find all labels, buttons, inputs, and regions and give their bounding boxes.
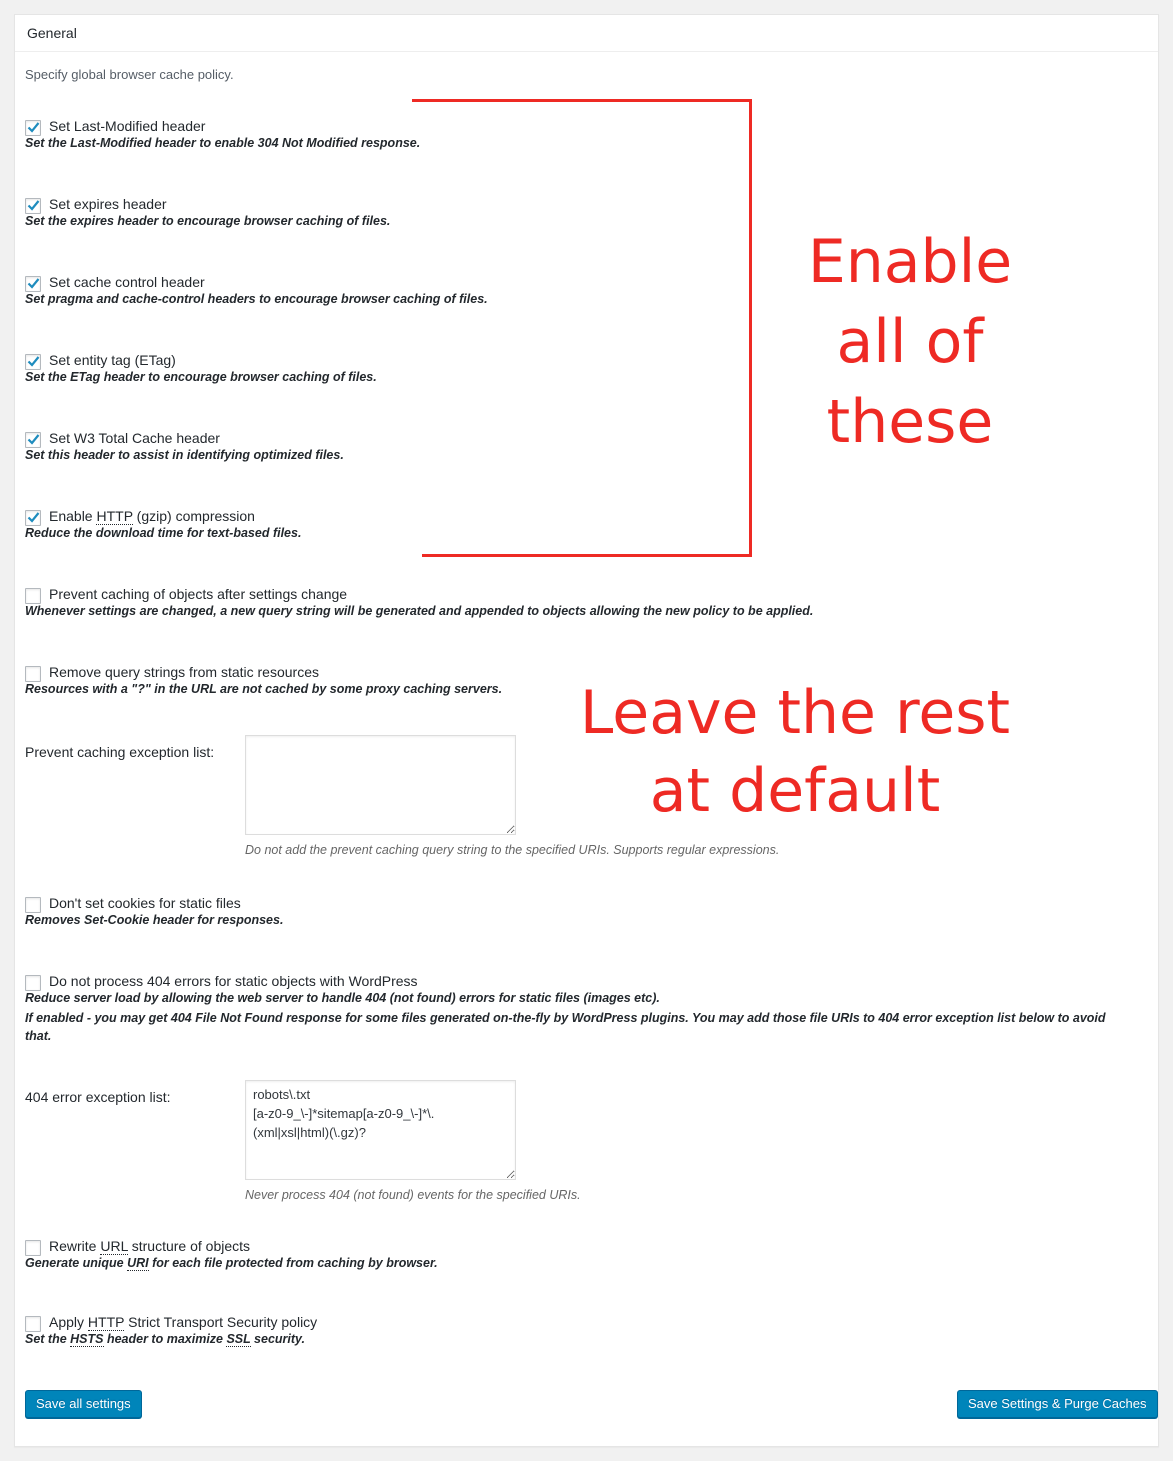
no-cookies-checkbox[interactable] bbox=[25, 897, 41, 913]
abbr-ssl: SSL bbox=[226, 1332, 251, 1346]
option-description: Set this header to assist in identifying optimized files. bbox=[25, 448, 344, 462]
option-description: Reduce server load by allowing the web server to handle 404 (not found) errors for static files (images etc). bbox=[25, 991, 660, 1005]
panel-header bbox=[15, 15, 1158, 52]
exception-list-textarea[interactable] bbox=[245, 735, 516, 835]
option-description: Resources with a "?" in the URL are not cached by some proxy caching servers. bbox=[25, 682, 503, 696]
option-description bbox=[25, 1256, 438, 1270]
option-label[interactable]: Do not process 404 errors for static objects with WordPress bbox=[49, 973, 418, 989]
w3tc-header-checkbox[interactable] bbox=[25, 432, 41, 448]
hsts-checkbox[interactable] bbox=[25, 1316, 41, 1332]
checkmark-icon bbox=[25, 275, 42, 292]
option-label[interactable]: Don't set cookies for static files bbox=[49, 895, 241, 911]
option-description: Set the expires header to encourage browser caching of files. bbox=[25, 214, 391, 228]
404-list-label: 404 error exception list: bbox=[25, 1089, 171, 1105]
panel-description: Specify global browser cache policy. bbox=[25, 67, 234, 82]
abbr-hsts: HSTS bbox=[70, 1332, 104, 1346]
option-description: Set the Last-Modified header to enable 304 Not Modified response. bbox=[25, 136, 421, 150]
option-label[interactable]: Set W3 Total Cache header bbox=[49, 430, 220, 446]
option-label[interactable] bbox=[49, 1238, 250, 1254]
404-list-textarea[interactable] bbox=[245, 1080, 516, 1180]
label-text: Apply bbox=[49, 1314, 88, 1330]
label-text: (gzip) compression bbox=[132, 508, 255, 524]
annotation-line: at default bbox=[649, 756, 941, 826]
remove-query-strings-checkbox[interactable] bbox=[25, 666, 41, 682]
gzip-checkbox[interactable] bbox=[25, 510, 41, 526]
option-label[interactable]: Set expires header bbox=[49, 196, 167, 212]
annotation-bracket-top bbox=[412, 99, 752, 102]
annotation-line: all of bbox=[836, 307, 984, 377]
404-errors-checkbox[interactable] bbox=[25, 975, 41, 991]
option-description-warning: If enabled - you may get 404 File Not Found response for some files generated on-the-fly by WordPress plugins. You may add those file URIs to 404 error exception list below to avoid that. bbox=[25, 1011, 1106, 1043]
desc-text: Generate unique bbox=[25, 1256, 128, 1270]
annotation-bracket-right bbox=[749, 99, 752, 557]
checkmark-icon bbox=[25, 509, 42, 526]
option-description: Whenever settings are changed, a new query string will be generated and appended to objects allowing the new policy to be applied. bbox=[25, 604, 814, 618]
label-text: Strict Transport Security policy bbox=[124, 1314, 318, 1330]
exception-list-hint: Do not add the prevent caching query string to the specified URIs. Supports regular expressions. bbox=[245, 843, 780, 857]
404-list-hint: Never process 404 (not found) events for the specified URIs. bbox=[245, 1188, 581, 1202]
desc-text: header to maximize bbox=[103, 1332, 227, 1346]
annotation-enable-all bbox=[780, 222, 1040, 462]
option-label[interactable]: Set entity tag (ETag) bbox=[49, 352, 176, 368]
checkmark-icon bbox=[25, 431, 42, 448]
annotation-line: these bbox=[826, 387, 994, 457]
exception-list-label: Prevent caching exception list: bbox=[25, 744, 215, 760]
label-text: structure of objects bbox=[127, 1238, 251, 1254]
annotation-line: Enable bbox=[807, 227, 1013, 297]
prevent-caching-checkbox[interactable] bbox=[25, 588, 41, 604]
annotation-leave-default bbox=[570, 674, 1020, 830]
option-label[interactable]: Remove query strings from static resources bbox=[49, 664, 319, 680]
rewrite-url-checkbox[interactable] bbox=[25, 1240, 41, 1256]
checkmark-icon bbox=[25, 119, 42, 136]
desc-text: for each file protected from caching by browser. bbox=[148, 1256, 438, 1270]
annotation-bracket-bottom bbox=[422, 554, 752, 557]
option-label[interactable]: Set cache control header bbox=[49, 274, 205, 290]
cache-control-checkbox[interactable] bbox=[25, 276, 41, 292]
save-all-settings-button[interactable]: Save all settings bbox=[25, 1390, 142, 1418]
abbr-http: HTTP bbox=[96, 508, 133, 524]
annotation-line: Leave the rest bbox=[579, 678, 1011, 748]
option-label[interactable] bbox=[49, 1314, 317, 1330]
option-description bbox=[25, 1332, 305, 1346]
option-label[interactable]: Set Last-Modified header bbox=[49, 118, 206, 134]
option-label[interactable]: Prevent caching of objects after settings change bbox=[49, 586, 348, 602]
abbr-url: URL bbox=[100, 1238, 128, 1254]
option-description: Set the ETag header to encourage browser caching of files. bbox=[25, 370, 377, 384]
option-description: Set pragma and cache-control headers to encourage browser caching of files. bbox=[25, 292, 488, 306]
save-purge-caches-button[interactable]: Save Settings & Purge Caches bbox=[957, 1390, 1158, 1418]
option-label[interactable] bbox=[49, 508, 255, 524]
option-description: Removes Set-Cookie header for responses. bbox=[25, 913, 284, 927]
last-modified-checkbox[interactable] bbox=[25, 120, 41, 136]
option-description: Reduce the download time for text-based files. bbox=[25, 526, 302, 540]
desc-text: Set the bbox=[25, 1332, 71, 1346]
checkmark-icon bbox=[25, 197, 42, 214]
etag-checkbox[interactable] bbox=[25, 354, 41, 370]
label-text: Rewrite bbox=[49, 1238, 101, 1254]
abbr-uri: URI bbox=[127, 1256, 149, 1270]
panel-title: General bbox=[27, 25, 77, 41]
abbr-http: HTTP bbox=[87, 1314, 125, 1330]
checkmark-icon bbox=[25, 353, 42, 370]
label-text: Enable bbox=[49, 508, 97, 524]
desc-text: security. bbox=[250, 1332, 305, 1346]
expires-checkbox[interactable] bbox=[25, 198, 41, 214]
